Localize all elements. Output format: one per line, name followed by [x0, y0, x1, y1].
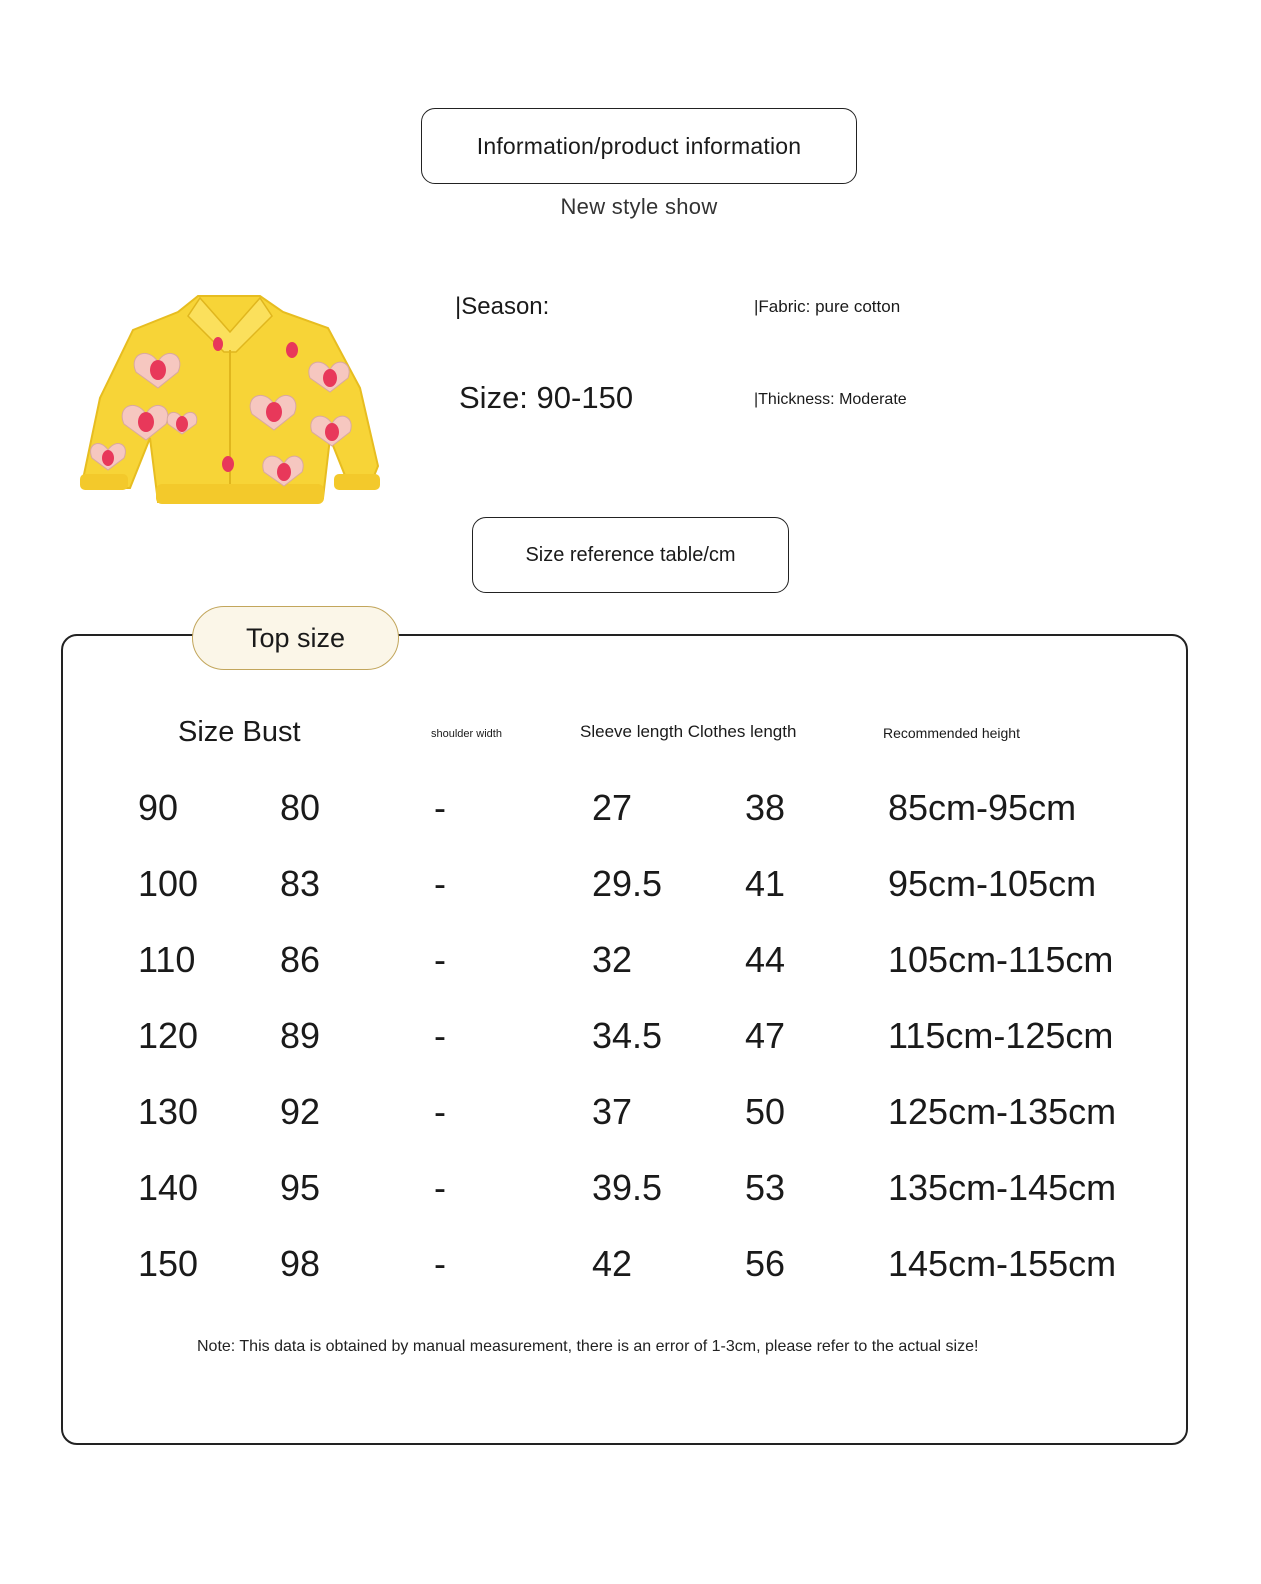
header-title-box — [421, 108, 857, 184]
cell-size: 90 — [138, 787, 179, 828]
cell-sleeve: 27 — [592, 787, 633, 828]
cell-clothes: 41 — [745, 863, 786, 904]
cell-shoulder: - — [434, 1243, 446, 1284]
season-label: |Season: — [455, 293, 550, 320]
measurement-note: Note: This data is obtained by manual measurement, there is an error of 1-3cm, please refer to the actual size! — [197, 1338, 979, 1355]
cell-size: 130 — [138, 1091, 199, 1132]
cell-height: 145cm-155cm — [888, 1243, 1117, 1284]
cell-shoulder: - — [434, 787, 446, 828]
cell-bust: 80 — [280, 787, 321, 828]
thickness-label: |Thickness: Moderate — [754, 391, 907, 408]
cell-clothes: 47 — [745, 1015, 786, 1056]
header-recommended-height: Recommended height — [883, 725, 1020, 741]
cell-bust: 89 — [280, 1015, 321, 1056]
header-sleeve-clothes-length: Sleeve length Clothes length — [580, 722, 797, 741]
cell-sleeve: 42 — [592, 1243, 633, 1284]
cell-sleeve: 37 — [592, 1091, 633, 1132]
cell-bust: 83 — [280, 863, 321, 904]
cell-height: 105cm-115cm — [888, 939, 1114, 980]
cell-height: 125cm-135cm — [888, 1091, 1117, 1132]
cell-clothes: 44 — [745, 939, 786, 980]
cell-size: 140 — [138, 1167, 199, 1208]
cell-height: 115cm-125cm — [888, 1015, 1114, 1056]
table-row — [0, 780, 1261, 836]
cell-bust: 98 — [280, 1243, 321, 1284]
cell-sleeve: 32 — [592, 939, 633, 980]
cell-height: 135cm-145cm — [888, 1167, 1117, 1208]
header-subtitle: New style show — [560, 194, 718, 219]
table-row — [0, 1084, 1261, 1140]
size-reference-label: Size reference table/cm — [525, 543, 736, 566]
table-row — [0, 932, 1261, 988]
table-row — [0, 856, 1261, 912]
table-row — [0, 1160, 1261, 1216]
header-shoulder-width: shoulder width — [431, 728, 502, 740]
header-title: Information/product information — [476, 132, 802, 159]
cell-clothes: 50 — [745, 1091, 786, 1132]
cell-size: 110 — [138, 939, 196, 980]
cell-size: 100 — [138, 863, 199, 904]
cell-bust: 92 — [280, 1091, 321, 1132]
product-image — [78, 288, 383, 523]
cell-shoulder: - — [434, 1167, 446, 1208]
cell-sleeve: 29.5 — [592, 863, 663, 904]
cell-clothes: 53 — [745, 1167, 786, 1208]
cell-size: 150 — [138, 1243, 199, 1284]
cell-sleeve: 39.5 — [592, 1167, 663, 1208]
cell-shoulder: - — [434, 1091, 446, 1132]
cell-shoulder: - — [434, 863, 446, 904]
cell-shoulder: - — [434, 939, 446, 980]
size-range-label: Size: 90-150 — [459, 380, 634, 415]
cell-clothes: 56 — [745, 1243, 786, 1284]
header-size-bust: Size Bust — [178, 716, 301, 748]
cell-clothes: 38 — [745, 787, 786, 828]
cell-height: 85cm-95cm — [888, 787, 1077, 828]
cell-sleeve: 34.5 — [592, 1015, 663, 1056]
size-reference-box — [472, 517, 789, 593]
fabric-label: |Fabric: pure cotton — [754, 297, 901, 316]
cell-height: 95cm-105cm — [888, 863, 1097, 904]
top-size-label: Top size — [245, 622, 346, 653]
cell-size: 120 — [138, 1015, 199, 1056]
top-size-tab — [192, 606, 399, 670]
table-row — [0, 1236, 1261, 1292]
cell-bust: 95 — [280, 1167, 321, 1208]
cell-bust: 86 — [280, 939, 321, 980]
table-row — [0, 1008, 1261, 1064]
cell-shoulder: - — [434, 1015, 446, 1056]
